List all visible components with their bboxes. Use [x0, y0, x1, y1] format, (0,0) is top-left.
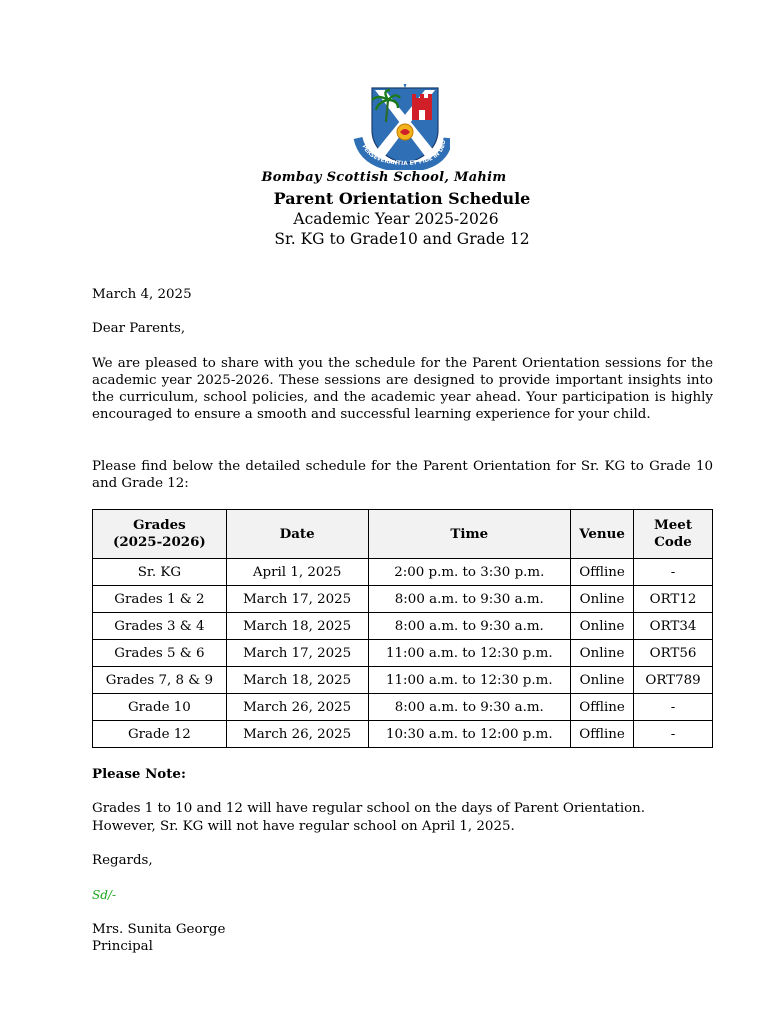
cell-grade: Grades 1 & 2: [93, 586, 227, 613]
cell-time: 8:00 a.m. to 9:30 a.m.: [368, 586, 571, 613]
intro-paragraph: We are pleased to share with you the schedule for the Parent Orientation sessions for the academic year 2025-2026. These sessions are designed to provide important insights into the curriculum, school policies, and the academic year ahead. Your participation is highly encouraged to ensure a smooth and successful learning experience for your child.: [92, 356, 713, 422]
note-line-1: Grades 1 to 10 and 12 will have regular school on the days of Parent Orientation.: [92, 801, 646, 816]
header-time: Time: [368, 510, 571, 559]
schedule-intro: Please find below the detailed schedule for the Parent Orientation for Sr. KG to Grade 10 and Grade 12:: [92, 459, 713, 491]
document-title: Parent Orientation Schedule: [273, 189, 531, 208]
cell-venue: Online: [571, 667, 634, 694]
cell-date: March 26, 2025: [226, 721, 368, 748]
table-row: [93, 586, 713, 613]
cell-venue: Online: [571, 640, 634, 667]
cell-grade: Grades 7, 8 & 9: [93, 667, 227, 694]
cell-time: 11:00 a.m. to 12:30 p.m.: [368, 640, 571, 667]
school-crest-logo: [350, 84, 450, 170]
cell-grade: Grades 5 & 6: [93, 640, 227, 667]
cell-meet-code: -: [634, 559, 713, 586]
cell-date: April 1, 2025: [226, 559, 368, 586]
header-venue: Venue: [571, 510, 634, 559]
cell-grade: Grades 3 & 4: [93, 613, 227, 640]
cell-meet-code: ORT34: [634, 613, 713, 640]
cell-time: 10:30 a.m. to 12:00 p.m.: [368, 721, 571, 748]
cell-venue: Online: [571, 586, 634, 613]
signatory-designation: Principal: [92, 939, 153, 954]
table-row: [93, 559, 713, 586]
cell-meet-code: ORT789: [634, 667, 713, 694]
note-heading: Please Note:: [92, 766, 186, 782]
table-row: [93, 613, 713, 640]
cell-date: March 17, 2025: [226, 586, 368, 613]
cell-date: March 18, 2025: [226, 613, 368, 640]
grades-range: Sr. KG to Grade10 and Grade 12: [274, 230, 530, 248]
school-name: Bombay Scottish School, Mahim: [261, 170, 507, 185]
cell-venue: Offline: [571, 694, 634, 721]
table-row: [93, 721, 713, 748]
cell-time: 8:00 a.m. to 9:30 a.m.: [368, 613, 571, 640]
table-row: [93, 694, 713, 721]
crest-motto: PERSEVERANTIA ET FIDE IN DEO: [360, 139, 448, 168]
letter-date: March 4, 2025: [92, 287, 192, 302]
cell-time: 2:00 p.m. to 3:30 p.m.: [368, 559, 571, 586]
cell-meet-code: -: [634, 721, 713, 748]
cell-grade: Sr. KG: [93, 559, 227, 586]
signature: Sd/-: [92, 888, 116, 902]
cell-grade: Grade 10: [93, 694, 227, 721]
cell-meet-code: -: [634, 694, 713, 721]
cell-time: 8:00 a.m. to 9:30 a.m.: [368, 694, 571, 721]
table-row: [93, 667, 713, 694]
cell-date: March 17, 2025: [226, 640, 368, 667]
header-meet-code: Meet Code: [634, 510, 713, 559]
signatory-name: Mrs. Sunita George: [92, 922, 226, 937]
cell-venue: Offline: [571, 721, 634, 748]
cell-venue: Offline: [571, 559, 634, 586]
table-header-row: [93, 510, 713, 559]
header-grades: Grades (2025-2026): [93, 510, 227, 559]
table-row: [93, 640, 713, 667]
cell-date: March 26, 2025: [226, 694, 368, 721]
note-line-2: However, Sr. KG will not have regular school on April 1, 2025.: [92, 819, 515, 834]
academic-year: Academic Year 2025-2026: [293, 210, 499, 228]
cell-grade: Grade 12: [93, 721, 227, 748]
cell-venue: Online: [571, 613, 634, 640]
cell-time: 11:00 a.m. to 12:30 p.m.: [368, 667, 571, 694]
cell-meet-code: ORT12: [634, 586, 713, 613]
cell-meet-code: ORT56: [634, 640, 713, 667]
cell-date: March 18, 2025: [226, 667, 368, 694]
salutation: Dear Parents,: [92, 321, 186, 336]
closing-regards: Regards,: [92, 853, 153, 868]
header-date: Date: [226, 510, 368, 559]
schedule-table: [92, 509, 713, 748]
